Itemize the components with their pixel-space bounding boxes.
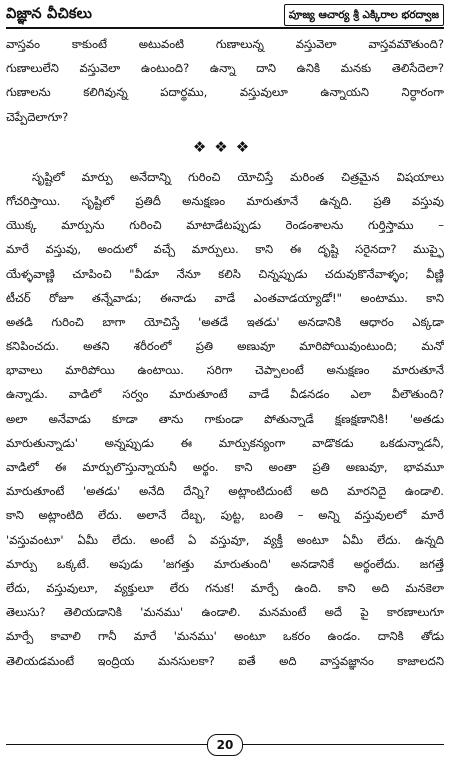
text-line: తెలియడమంటే ఇంద్రియ మనసులకా? ఐతే అది వాస్తవజ్ఞానం కాజాలదని <box>6 653 444 668</box>
text-line: కనిపించదు. అతని శరీరంలో ప్రతి అణువూ మారిపోయివుంటుంది; మనో <box>6 339 444 354</box>
text-line: గుణాలులేని వస్తువెలా ఉంటుంది? ఉన్నా దాని ఉనికి మనకు తెలిసేదెలా? <box>6 61 444 76</box>
paragraph-2 <box>6 165 444 673</box>
page-number: 20 <box>207 734 243 756</box>
book-title: విజ్ఞాన వీచికలు <box>6 6 93 22</box>
text-line: వాడిలో ఈ మార్పులొస్తున్నాయనీ అర్థం. కాని అంతా ప్రతి అణువూ, భావమూ <box>6 460 444 474</box>
section-separator: ❖❖❖ <box>192 137 258 156</box>
text-line: వాస్తవం కాకుంటే అటువంటి గుణాలున్న వస్తువెలా వాస్తవమౌతుంది? <box>6 37 444 51</box>
text-line: అతడి గురించి బాగా యోచిస్తే 'అతడే ఇతడు' అనడానికి ఆధారం ఎక్కడా <box>6 314 444 329</box>
text-line: భావాలు మారిపోయి ఉంటాయి. సరిగా చెప్పాలంటే అనుక్షణం మారుతూనే <box>6 363 444 378</box>
text-line: గోచరిస్తాయి. సృష్టిలో ప్రతిదీ అనుక్షణం మారుతూనే ఉన్నది. ప్రతి వస్తువు <box>6 193 444 208</box>
text-line: అలా అనేవాడు కూడా తాను గాకుండా పోతున్నాడే క్షణక్షణానికి! 'అతడు <box>6 411 444 426</box>
text-line: గుణాలను కలిగివున్న పదార్థము, వస్తువులూ ఉన్నాయని నిర్ధారంగా <box>6 85 444 100</box>
header-rule <box>6 27 444 29</box>
author-name-box: పూజ్య ఆచార్య శ్రీ ఎక్కిరాల భరద్వాజ <box>284 4 444 26</box>
text-line: మారుతూంటే 'అతడు' అనేది దేన్ని? అట్లాంటిదుంటే అది మారనిదై ఉండాలి. <box>6 484 444 499</box>
text-line: తెలుసు? తెలియడానికి 'మనము' ఉండాలి. మనమంటే అదే పై కారణాలుగూ <box>6 605 444 620</box>
text-line: కాని అట్లాంటిది లేదు. అలానే దేబ్బ, పుట్ట, బంతి – అన్ని వస్తువులలో మారే <box>6 508 444 523</box>
text-line: యేళ్ళవాణ్ణి చూపించి "వీడూ నేనూ కలిసి చిన్నప్పుడు చదువుకొనేవాళ్ళం; వీణ్ణి <box>6 266 444 281</box>
text-line: 'వస్తువంటూ' ఏమీ లేదు. అంటే ఏ వస్తువూ, వ్యక్తీ అంటూ ఏమీ లేదు. ఉన్నది <box>6 532 444 547</box>
text-line: మార్పు ఒక్కటే. అపుడు 'జగత్తు మారుతుంది' అనడానికే అర్థంలేదు. జగత్తే <box>6 556 444 571</box>
text-line: సృష్టిలో మార్పు అనేదాన్ని గురించి యోచిస్తే మరింత చిత్రమైన విషయాలు <box>32 169 444 184</box>
text-line: ఉన్నాడు. వాడిలో సర్వం మారుతూంటే వాడే వీడనడం ఎలా వీలౌతుంది? <box>6 387 444 402</box>
text-line: టీచర్ రోజూ తన్నేవాడు; ఈనాడు వాడే ఎంతవాడయ్యాడో!" అంటాము. కాని <box>6 290 444 305</box>
text-line: లేదు, వస్తువులూ, వ్యక్తులూ లేరు గనుక! మార్పే ఉంది. కాని అది మనకెలా <box>6 580 444 595</box>
page-footer <box>0 734 450 756</box>
text-line: మారుతున్నాడు' అన్నప్పుడు ఈ మార్పుకన్యంగా వాడొకడు ఒకడున్నాడనీ, <box>6 435 444 450</box>
text-line: చెప్పేదెలాగూ? <box>6 109 69 124</box>
text-line: మారే వస్తువు, అందులో వచ్చే మార్పులు. కాని ఈ దృష్టి సరైనదా? ముప్ఫై <box>6 242 444 257</box>
text-line: యొక్క మార్పును గురించి మాటాడేటప్పుడు రెండంశాలను గుర్తిస్తాము – <box>6 218 444 233</box>
page-header <box>6 2 444 26</box>
page-body <box>6 32 444 673</box>
text-line: మార్పే కావాలి గానీ మారే 'మనము' అంటూ ఒకరం ఉండం. దానికి తోడు <box>6 629 444 644</box>
paragraph-1 <box>6 32 444 129</box>
